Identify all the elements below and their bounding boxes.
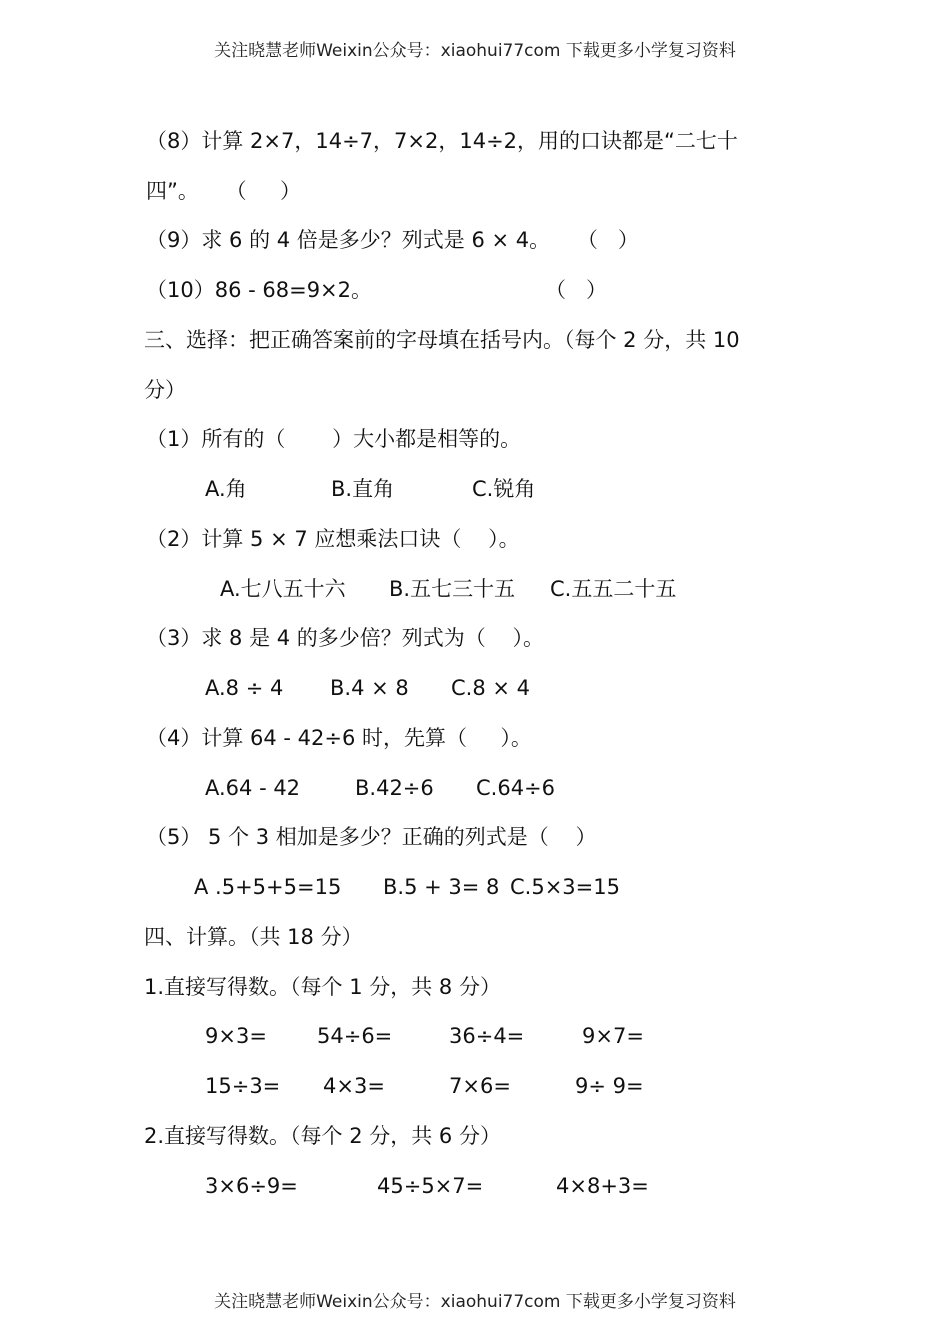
section3-title-line2: 分） xyxy=(144,378,186,402)
choice-2-option-c: C.五五二十五 xyxy=(550,577,677,601)
page-header: 关注晓慧老师Weixin公众号：xiaohui77com 下载更多小学复习资料 xyxy=(214,41,736,61)
choice-3-option-c: C.8 × 4 xyxy=(451,676,531,700)
question-9: （9）求 6 的 4 倍是多少？列式是 6 × 4。 （ ） xyxy=(146,228,639,252)
calc-2-2: 4×3= xyxy=(323,1074,385,1098)
calc-2-1: 15÷3= xyxy=(205,1074,281,1098)
choice-2-option-b: B.五七三十五 xyxy=(389,577,516,601)
choice-5-option-c: C.5×3=15 xyxy=(510,875,620,899)
calc-1-1: 9×3= xyxy=(205,1024,267,1048)
choice-5-option-b: B.5 + 3= 8 xyxy=(383,875,500,899)
choice-question-3: （3）求 8 是 4 的多少倍？列式为（ ）。 xyxy=(146,626,544,650)
part1-title: 1.直接写得数。（每个 1 分，共 8 分） xyxy=(144,975,501,999)
choice-3-option-a: A.8 ÷ 4 xyxy=(205,676,284,700)
choice-question-1: （1）所有的（ ）大小都是相等的。 xyxy=(146,427,522,451)
part2-title: 2.直接写得数。（每个 2 分，共 6 分） xyxy=(144,1124,501,1148)
calc-1-4: 9×7= xyxy=(582,1024,644,1048)
choice-4-option-b: B.42÷6 xyxy=(355,776,434,800)
choice-3-option-b: B.4 × 8 xyxy=(330,676,409,700)
choice-1-option-b: B.直角 xyxy=(331,477,395,501)
calc-3-1: 3×6÷9= xyxy=(205,1174,298,1198)
choice-5-option-a: A .5+5+5=15 xyxy=(194,875,342,899)
question-10-blank: （ ） xyxy=(545,278,608,302)
question-8-line2: 四”。 （ ） xyxy=(146,179,301,203)
section4-title: 四、计算。（共 18 分） xyxy=(144,925,363,949)
choice-1-option-a: A.角 xyxy=(205,477,247,501)
calc-2-3: 7×6= xyxy=(449,1074,511,1098)
page-footer: 关注晓慧老师Weixin公众号：xiaohui77com 下载更多小学复习资料 xyxy=(214,1292,736,1312)
calc-3-3: 4×8+3= xyxy=(556,1174,649,1198)
choice-question-5: （5） 5 个 3 相加是多少？正确的列式是（ ） xyxy=(146,825,597,849)
choice-question-2: （2）计算 5 × 7 应想乘法口诀（ ）。 xyxy=(146,527,520,551)
section3-title-line1: 三、选择：把正确答案前的字母填在括号内。（每个 2 分，共 10 xyxy=(144,328,740,352)
choice-4-option-c: C.64÷6 xyxy=(476,776,556,800)
choice-question-4: （4）计算 64 - 42÷6 时，先算（ ）。 xyxy=(146,726,532,750)
choice-2-option-a: A.七八五十六 xyxy=(220,577,346,601)
choice-4-option-a: A.64 - 42 xyxy=(205,776,301,800)
question-10: （10）86 - 68=9×2。 xyxy=(146,278,373,302)
calc-3-2: 45÷5×7= xyxy=(377,1174,484,1198)
question-8-line1: （8）计算 2×7，14÷7，7×2，14÷2，用的口诀都是“二七十 xyxy=(146,129,738,153)
calc-1-3: 36÷4= xyxy=(449,1024,525,1048)
choice-1-option-c: C.锐角 xyxy=(472,477,536,501)
calc-2-4: 9÷ 9= xyxy=(575,1074,644,1098)
calc-1-2: 54÷6= xyxy=(317,1024,393,1048)
